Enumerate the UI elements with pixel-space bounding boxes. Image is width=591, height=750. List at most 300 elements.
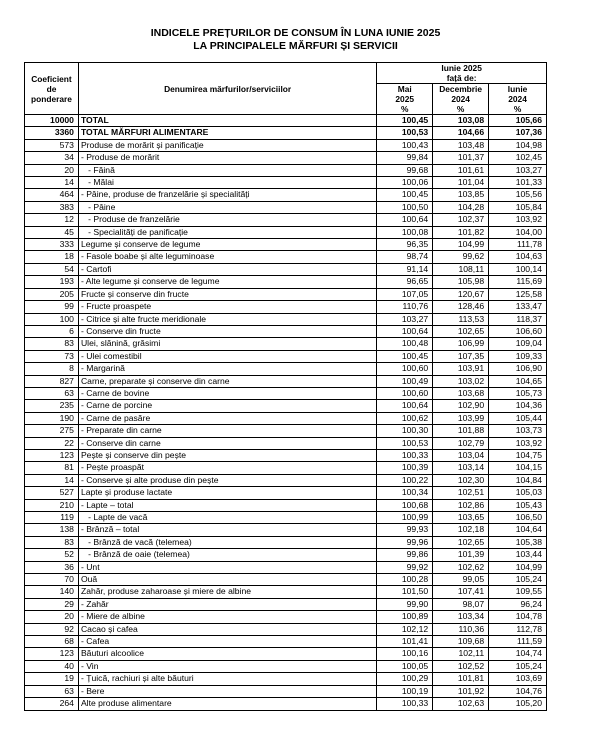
row-december-2024: 102,30: [433, 474, 489, 486]
row-december-2024: 102,90: [433, 400, 489, 412]
row-december-2024: 103,99: [433, 412, 489, 424]
row-june-2024: 105,24: [489, 660, 547, 672]
table-row: [25, 512, 547, 524]
header-coefficient-line1: Coeficient: [31, 73, 72, 84]
row-coefficient: 68: [25, 636, 79, 648]
row-december-2024: 101,39: [433, 549, 489, 561]
row-may-2025: 96,65: [377, 276, 433, 288]
row-name: - Cartofi: [78, 263, 376, 275]
row-june-2024: 101,33: [489, 177, 547, 189]
row-name: - Lapte – total: [78, 499, 376, 511]
row-may-2025: 100,89: [377, 611, 433, 623]
row-name: - Ulei comestibil: [78, 350, 376, 362]
row-december-2024: 102,79: [433, 437, 489, 449]
header-may-line1: Mai: [397, 84, 412, 94]
row-june-2024: 109,33: [489, 350, 547, 362]
row-may-2025: 100,19: [377, 685, 433, 697]
row-coefficient: 190: [25, 412, 79, 424]
table-row: [25, 288, 547, 300]
row-name: Băuturi alcoolice: [78, 648, 376, 660]
table-row: [25, 524, 547, 536]
row-name: - Unt: [78, 561, 376, 573]
table-row: [25, 598, 547, 610]
row-december-2024: 102,52: [433, 660, 489, 672]
row-coefficient: 464: [25, 189, 79, 201]
row-name: - Preparate din carne: [78, 425, 376, 437]
row-coefficient: 18: [25, 251, 79, 263]
row-coefficient: 10000: [25, 115, 79, 127]
row-may-2025: 100,33: [377, 449, 433, 461]
row-december-2024: 107,35: [433, 350, 489, 362]
row-june-2024: 104,76: [489, 685, 547, 697]
row-coefficient: 8: [25, 363, 79, 375]
header-name: Denumirea mărfurilor/serviciilor: [78, 63, 376, 115]
row-june-2024: 105,20: [489, 698, 547, 710]
header-december-line1: Decembrie: [439, 84, 483, 94]
row-coefficient: 264: [25, 698, 79, 710]
row-may-2025: 100,28: [377, 574, 433, 586]
row-coefficient: 34: [25, 152, 79, 164]
row-june-2024: 109,55: [489, 586, 547, 598]
table-row: [25, 115, 547, 127]
row-june-2024: 111,59: [489, 636, 547, 648]
row-name: Lapte și produse lactate: [78, 487, 376, 499]
row-may-2025: 100,22: [377, 474, 433, 486]
row-december-2024: 98,07: [433, 598, 489, 610]
row-name: Ulei, slănină, grăsimi: [78, 338, 376, 350]
row-june-2024: 104,84: [489, 474, 547, 486]
row-name: - Citrice și alte fructe meridionale: [78, 313, 376, 325]
row-december-2024: 102,65: [433, 536, 489, 548]
row-coefficient: 3360: [25, 127, 79, 139]
row-coefficient: 92: [25, 623, 79, 635]
row-may-2025: 100,64: [377, 400, 433, 412]
row-name: Produse de morărit și panificație: [78, 139, 376, 151]
table-row: [25, 350, 547, 362]
row-may-2025: 99,68: [377, 164, 433, 176]
row-may-2025: 100,64: [377, 214, 433, 226]
row-name: - Produse de morărit: [78, 152, 376, 164]
row-june-2024: 103,69: [489, 673, 547, 685]
row-may-2025: 100,29: [377, 673, 433, 685]
row-name: - Cafea: [78, 636, 376, 648]
table-row: [25, 487, 547, 499]
row-name: - Conserve și alte produse din pește: [78, 474, 376, 486]
row-june-2024: 125,58: [489, 288, 547, 300]
row-name: - Zahăr: [78, 598, 376, 610]
row-coefficient: 527: [25, 487, 79, 499]
row-name: Fructe și conserve din fructe: [78, 288, 376, 300]
row-may-2025: 100,39: [377, 462, 433, 474]
row-june-2024: 105,43: [489, 499, 547, 511]
row-name: - Brânză – total: [78, 524, 376, 536]
row-may-2025: 100,34: [377, 487, 433, 499]
row-june-2024: 104,15: [489, 462, 547, 474]
row-coefficient: 6: [25, 325, 79, 337]
row-may-2025: 100,60: [377, 387, 433, 399]
table-row: [25, 152, 547, 164]
row-june-2024: 104,63: [489, 251, 547, 263]
row-coefficient: 383: [25, 201, 79, 213]
row-may-2025: 103,27: [377, 313, 433, 325]
row-name: - Brânză de oaie (telemea): [78, 549, 376, 561]
row-name: - Brânză de vacă (telemea): [78, 536, 376, 548]
row-december-2024: 103,14: [433, 462, 489, 474]
row-june-2024: 105,84: [489, 201, 547, 213]
row-december-2024: 102,18: [433, 524, 489, 536]
row-name: - Mălai: [78, 177, 376, 189]
row-name: TOTAL MĂRFURI ALIMENTARE: [78, 127, 376, 139]
table-row: [25, 536, 547, 548]
table-row: [25, 313, 547, 325]
row-name: Zahăr, produse zaharoase și miere de albine: [78, 586, 376, 598]
row-name: TOTAL: [78, 115, 376, 127]
table-row: [25, 276, 547, 288]
row-june-2024: 105,24: [489, 574, 547, 586]
row-coefficient: 83: [25, 536, 79, 548]
row-name: - Carne de pasăre: [78, 412, 376, 424]
row-name: - Specialități de panificație: [78, 226, 376, 238]
row-name: - Pâine, produse de franzelărie și specialități: [78, 189, 376, 201]
row-june-2024: 118,37: [489, 313, 547, 325]
row-december-2024: 104,99: [433, 239, 489, 251]
row-may-2025: 100,64: [377, 325, 433, 337]
header-coefficient: [25, 63, 79, 115]
row-coefficient: 12: [25, 214, 79, 226]
row-coefficient: 63: [25, 685, 79, 697]
row-june-2024: 106,50: [489, 512, 547, 524]
table-row: [25, 127, 547, 139]
row-may-2025: 101,41: [377, 636, 433, 648]
row-name: - Conserve din carne: [78, 437, 376, 449]
row-may-2025: 99,90: [377, 598, 433, 610]
row-june-2024: 103,92: [489, 437, 547, 449]
header-may-line3: %: [400, 104, 409, 114]
row-name: - Fasole boabe și alte leguminoase: [78, 251, 376, 263]
row-coefficient: 73: [25, 350, 79, 362]
row-coefficient: 140: [25, 586, 79, 598]
row-coefficient: 36: [25, 561, 79, 573]
table-row: [25, 499, 547, 511]
row-name: Alte produse alimentare: [78, 698, 376, 710]
row-june-2024: 106,90: [489, 363, 547, 375]
row-name: - Vin: [78, 660, 376, 672]
row-coefficient: 333: [25, 239, 79, 251]
row-coefficient: 19: [25, 673, 79, 685]
row-may-2025: 100,68: [377, 499, 433, 511]
row-may-2025: 100,45: [377, 189, 433, 201]
row-coefficient: 20: [25, 611, 79, 623]
row-may-2025: 102,12: [377, 623, 433, 635]
row-june-2024: 105,44: [489, 412, 547, 424]
table-row: [25, 177, 547, 189]
row-december-2024: 104,28: [433, 201, 489, 213]
row-coefficient: 205: [25, 288, 79, 300]
row-december-2024: 102,37: [433, 214, 489, 226]
row-december-2024: 102,62: [433, 561, 489, 573]
table-row: [25, 139, 547, 151]
row-december-2024: 108,11: [433, 263, 489, 275]
row-december-2024: 113,53: [433, 313, 489, 325]
row-june-2024: 104,65: [489, 375, 547, 387]
row-may-2025: 107,05: [377, 288, 433, 300]
row-december-2024: 99,05: [433, 574, 489, 586]
header-group-line2: față de:: [446, 73, 477, 83]
row-december-2024: 101,04: [433, 177, 489, 189]
row-june-2024: 105,66: [489, 115, 547, 127]
row-coefficient: 20: [25, 164, 79, 176]
row-coefficient: 63: [25, 387, 79, 399]
row-coefficient: 573: [25, 139, 79, 151]
row-may-2025: 110,76: [377, 301, 433, 313]
row-coefficient: 40: [25, 660, 79, 672]
table-row: [25, 214, 547, 226]
row-may-2025: 99,96: [377, 536, 433, 548]
row-coefficient: 52: [25, 549, 79, 561]
table-row: [25, 363, 547, 375]
table-row: [25, 189, 547, 201]
row-name: - Bere: [78, 685, 376, 697]
row-december-2024: 101,81: [433, 673, 489, 685]
table-row: [25, 685, 547, 697]
row-june-2024: 105,56: [489, 189, 547, 201]
row-coefficient: 275: [25, 425, 79, 437]
row-name: - Fructe proaspete: [78, 301, 376, 313]
table-row: [25, 574, 547, 586]
row-december-2024: 102,65: [433, 325, 489, 337]
row-december-2024: 107,41: [433, 586, 489, 598]
row-coefficient: 54: [25, 263, 79, 275]
row-december-2024: 109,68: [433, 636, 489, 648]
table-row: [25, 462, 547, 474]
row-june-2024: 104,78: [489, 611, 547, 623]
table-row: [25, 239, 547, 251]
row-december-2024: 105,98: [433, 276, 489, 288]
row-june-2024: 102,45: [489, 152, 547, 164]
row-coefficient: 99: [25, 301, 79, 313]
row-december-2024: 128,46: [433, 301, 489, 313]
row-june-2024: 112,78: [489, 623, 547, 635]
header-coefficient-line2: de: [46, 83, 57, 94]
row-may-2025: 100,99: [377, 512, 433, 524]
row-may-2025: 100,43: [377, 139, 433, 151]
row-name: - Alte legume și conserve de legume: [78, 276, 376, 288]
header-june-line2: 2024: [508, 94, 527, 104]
row-may-2025: 96,35: [377, 239, 433, 251]
row-coefficient: 70: [25, 574, 79, 586]
row-coefficient: 123: [25, 449, 79, 461]
row-coefficient: 22: [25, 437, 79, 449]
row-december-2024: 99,62: [433, 251, 489, 263]
row-december-2024: 103,08: [433, 115, 489, 127]
row-december-2024: 103,34: [433, 611, 489, 623]
row-name: Legume și conserve de legume: [78, 239, 376, 251]
row-june-2024: 105,03: [489, 487, 547, 499]
row-june-2024: 100,14: [489, 263, 547, 275]
row-may-2025: 100,50: [377, 201, 433, 213]
table-row: [25, 673, 547, 685]
row-may-2025: 100,16: [377, 648, 433, 660]
row-may-2025: 99,92: [377, 561, 433, 573]
table-row: [25, 636, 547, 648]
row-may-2025: 100,08: [377, 226, 433, 238]
header-june-2024: [489, 84, 547, 115]
header-coefficient-line3: ponderare: [30, 93, 72, 104]
row-coefficient: 14: [25, 474, 79, 486]
row-coefficient: 83: [25, 338, 79, 350]
row-name: - Conserve din fructe: [78, 325, 376, 337]
header-december-line2: 2024: [451, 94, 470, 104]
table-row: [25, 698, 547, 710]
row-december-2024: 103,48: [433, 139, 489, 151]
row-june-2024: 96,24: [489, 598, 547, 610]
header-may-2025: [377, 84, 433, 115]
row-june-2024: 104,98: [489, 139, 547, 151]
row-name: - Margarină: [78, 363, 376, 375]
row-december-2024: 101,37: [433, 152, 489, 164]
row-june-2024: 106,60: [489, 325, 547, 337]
table-row: [25, 611, 547, 623]
table-row: [25, 437, 547, 449]
row-coefficient: 210: [25, 499, 79, 511]
header-group: [377, 63, 547, 84]
table-row: [25, 375, 547, 387]
row-coefficient: 138: [25, 524, 79, 536]
row-june-2024: 115,69: [489, 276, 547, 288]
row-june-2024: 104,00: [489, 226, 547, 238]
row-coefficient: 235: [25, 400, 79, 412]
table-header: [25, 63, 547, 115]
row-june-2024: 103,44: [489, 549, 547, 561]
header-june-line1: Iunie: [507, 84, 528, 94]
table-row: [25, 251, 547, 263]
row-name: - Lapte de vacă: [78, 512, 376, 524]
row-december-2024: 101,61: [433, 164, 489, 176]
row-december-2024: 103,91: [433, 363, 489, 375]
row-may-2025: 100,05: [377, 660, 433, 672]
row-december-2024: 120,67: [433, 288, 489, 300]
row-june-2024: 104,99: [489, 561, 547, 573]
row-december-2024: 103,65: [433, 512, 489, 524]
row-may-2025: 100,48: [377, 338, 433, 350]
row-coefficient: 14: [25, 177, 79, 189]
table-row: [25, 226, 547, 238]
row-may-2025: 100,45: [377, 115, 433, 127]
table-row: [25, 387, 547, 399]
row-name: Ouă: [78, 574, 376, 586]
row-name: - Produse de franzelărie: [78, 214, 376, 226]
row-may-2025: 100,33: [377, 698, 433, 710]
row-june-2024: 133,47: [489, 301, 547, 313]
price-index-table: [24, 62, 547, 711]
table-row: [25, 301, 547, 313]
row-june-2024: 104,75: [489, 449, 547, 461]
row-coefficient: 119: [25, 512, 79, 524]
table-row: [25, 648, 547, 660]
row-coefficient: 45: [25, 226, 79, 238]
row-june-2024: 104,64: [489, 524, 547, 536]
table-row: [25, 263, 547, 275]
row-december-2024: 106,99: [433, 338, 489, 350]
row-may-2025: 99,84: [377, 152, 433, 164]
row-june-2024: 111,78: [489, 239, 547, 251]
table-row: [25, 549, 547, 561]
row-coefficient: 81: [25, 462, 79, 474]
row-june-2024: 104,36: [489, 400, 547, 412]
row-coefficient: 827: [25, 375, 79, 387]
row-december-2024: 101,92: [433, 685, 489, 697]
row-may-2025: 100,06: [377, 177, 433, 189]
row-may-2025: 98,74: [377, 251, 433, 263]
header-june-line3: %: [513, 104, 522, 114]
row-december-2024: 103,85: [433, 189, 489, 201]
row-name: - Făină: [78, 164, 376, 176]
row-may-2025: 100,60: [377, 363, 433, 375]
row-name: - Carne de bovine: [78, 387, 376, 399]
row-coefficient: 193: [25, 276, 79, 288]
row-may-2025: 91,14: [377, 263, 433, 275]
table-row: [25, 623, 547, 635]
row-name: - Pâine: [78, 201, 376, 213]
row-may-2025: 100,53: [377, 127, 433, 139]
row-may-2025: 99,93: [377, 524, 433, 536]
table-row: [25, 164, 547, 176]
header-group-line1: Iunie 2025: [441, 63, 482, 73]
row-name: - Carne de porcine: [78, 400, 376, 412]
table-row: [25, 474, 547, 486]
row-june-2024: 103,27: [489, 164, 547, 176]
row-june-2024: 109,04: [489, 338, 547, 350]
header-may-line2: 2025: [395, 94, 415, 104]
row-december-2024: 101,88: [433, 425, 489, 437]
row-june-2024: 103,73: [489, 425, 547, 437]
header-december-2024: [433, 84, 489, 115]
table-body: [25, 115, 547, 711]
row-may-2025: 100,30: [377, 425, 433, 437]
row-may-2025: 99,86: [377, 549, 433, 561]
row-may-2025: 100,53: [377, 437, 433, 449]
row-june-2024: 104,74: [489, 648, 547, 660]
row-december-2024: 101,82: [433, 226, 489, 238]
row-december-2024: 103,68: [433, 387, 489, 399]
row-december-2024: 110,36: [433, 623, 489, 635]
row-june-2024: 107,36: [489, 127, 547, 139]
row-coefficient: 100: [25, 313, 79, 325]
row-june-2024: 105,38: [489, 536, 547, 548]
table-row: [25, 201, 547, 213]
table-row: [25, 586, 547, 598]
row-may-2025: 100,45: [377, 350, 433, 362]
table-row: [25, 660, 547, 672]
row-december-2024: 103,02: [433, 375, 489, 387]
row-may-2025: 100,49: [377, 375, 433, 387]
table-row: [25, 338, 547, 350]
row-coefficient: 29: [25, 598, 79, 610]
row-december-2024: 102,63: [433, 698, 489, 710]
table-row: [25, 449, 547, 461]
row-june-2024: 105,73: [489, 387, 547, 399]
header-december-line3: %: [456, 104, 465, 114]
row-may-2025: 100,62: [377, 412, 433, 424]
row-june-2024: 103,92: [489, 214, 547, 226]
row-may-2025: 101,50: [377, 586, 433, 598]
row-name: Pește și conserve din pește: [78, 449, 376, 461]
row-december-2024: 102,11: [433, 648, 489, 660]
table-row: [25, 561, 547, 573]
row-december-2024: 103,04: [433, 449, 489, 461]
row-name: - Pește proaspăt: [78, 462, 376, 474]
page-subtitle: LA PRINCIPALELE MĂRFURI ȘI SERVICII: [193, 40, 398, 52]
